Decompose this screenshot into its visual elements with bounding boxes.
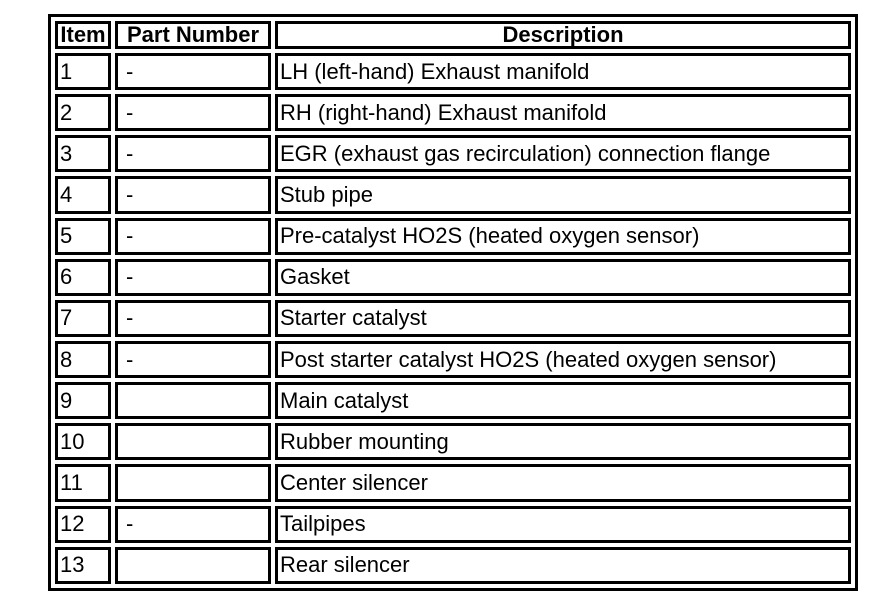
table-row	[55, 135, 851, 172]
cell-item: 10	[55, 423, 111, 460]
cell-item: 12	[55, 506, 111, 543]
cell-item: 1	[55, 53, 111, 90]
cell-description: Center silencer	[275, 464, 851, 501]
cell-part-number: -	[115, 506, 271, 543]
table-row	[55, 53, 851, 90]
cell-description: Starter catalyst	[275, 300, 851, 337]
table-header-row	[55, 21, 851, 49]
cell-part-number: -	[115, 218, 271, 255]
cell-description: Rubber mounting	[275, 423, 851, 460]
cell-item: 6	[55, 259, 111, 296]
cell-description: Post starter catalyst HO2S (heated oxygen sensor)	[275, 341, 851, 378]
table-row	[55, 300, 851, 337]
cell-item: 7	[55, 300, 111, 337]
cell-part-number: -	[115, 53, 271, 90]
table-row	[55, 259, 851, 296]
cell-item: 4	[55, 176, 111, 213]
cell-part-number	[115, 382, 271, 419]
header-part-number: Part Number	[115, 21, 271, 49]
cell-part-number	[115, 547, 271, 584]
cell-description: Pre-catalyst HO2S (heated oxygen sensor)	[275, 218, 851, 255]
cell-item: 3	[55, 135, 111, 172]
table-row	[55, 341, 851, 378]
cell-part-number: -	[115, 341, 271, 378]
cell-part-number: -	[115, 176, 271, 213]
cell-item: 11	[55, 464, 111, 501]
table-row	[55, 547, 851, 584]
cell-part-number: -	[115, 259, 271, 296]
header-item: Item	[55, 21, 111, 49]
cell-description: EGR (exhaust gas recirculation) connection flange	[275, 135, 851, 172]
cell-item: 9	[55, 382, 111, 419]
cell-part-number: -	[115, 135, 271, 172]
table-row	[55, 176, 851, 213]
cell-description: Main catalyst	[275, 382, 851, 419]
table-row	[55, 506, 851, 543]
cell-part-number: -	[115, 300, 271, 337]
cell-part-number	[115, 464, 271, 501]
table-row	[55, 94, 851, 131]
cell-item: 5	[55, 218, 111, 255]
cell-description: Stub pipe	[275, 176, 851, 213]
cell-description: Tailpipes	[275, 506, 851, 543]
cell-description: LH (left-hand) Exhaust manifold	[275, 53, 851, 90]
table-body	[55, 53, 851, 584]
cell-part-number	[115, 423, 271, 460]
cell-item: 13	[55, 547, 111, 584]
table-row	[55, 423, 851, 460]
table-row	[55, 218, 851, 255]
cell-description: RH (right-hand) Exhaust manifold	[275, 94, 851, 131]
parts-table	[48, 14, 858, 591]
cell-description: Rear silencer	[275, 547, 851, 584]
cell-part-number: -	[115, 94, 271, 131]
cell-item: 8	[55, 341, 111, 378]
table-row	[55, 382, 851, 419]
cell-description: Gasket	[275, 259, 851, 296]
header-description: Description	[275, 21, 851, 49]
cell-item: 2	[55, 94, 111, 131]
table-row	[55, 464, 851, 501]
